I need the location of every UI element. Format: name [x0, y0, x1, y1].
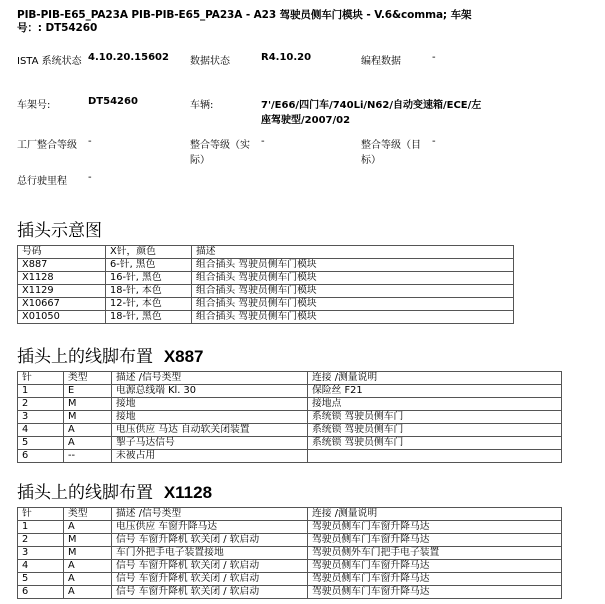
table-cell: M — [64, 411, 112, 424]
table-cell — [308, 450, 562, 463]
table-cell: 4 — [18, 424, 64, 437]
col-type: 类型 — [64, 508, 112, 521]
table-cell: A — [64, 521, 112, 534]
table-cell: 系统锁 驾驶员侧车门 — [308, 411, 562, 424]
table-cell: 接地 — [112, 398, 308, 411]
ista-value: 4.10.20.15602 — [88, 52, 169, 63]
col-pin: 针 — [18, 508, 64, 521]
vin-value: DT54260 — [88, 96, 138, 107]
ista-label: ISTA 系统状态 — [17, 56, 82, 67]
vin-label: 车架号: — [17, 100, 51, 111]
table-row — [18, 398, 562, 411]
table-row — [18, 385, 562, 398]
table-cell: 驾驶员侧车门车窗升降马达 — [308, 534, 562, 547]
table-cell: 驾驶员侧外车门把手电子装置 — [308, 547, 562, 560]
table-cell: 5 — [18, 573, 64, 586]
table-cell: X1128 — [18, 272, 106, 285]
table-row — [18, 285, 514, 298]
table-cell: M — [64, 398, 112, 411]
table-cell: 信号 车窗升降机 软关闭 / 软启动 — [112, 534, 308, 547]
x1128-heading-code: X1128 — [163, 483, 213, 502]
table-cell: 掣子马达信号 — [112, 437, 308, 450]
vehicle-label: 车辆: — [190, 100, 214, 111]
table-cell: 5 — [18, 437, 64, 450]
table-cell: 组合插头 驾驶员侧车门模块 — [192, 272, 514, 285]
factory-level-label: 工厂整合等级 — [17, 140, 77, 151]
table-row — [18, 560, 562, 573]
table-row — [18, 311, 514, 324]
x887-heading-text: 插头上的线脚布置 — [17, 347, 153, 367]
actual-level-label: 整合等级（实际） — [190, 140, 250, 166]
table-cell: 3 — [18, 411, 64, 424]
prog-value: - — [432, 52, 436, 63]
col-connection: 连接 /测量说明 — [308, 372, 562, 385]
table-row — [18, 424, 562, 437]
table-row — [18, 298, 514, 311]
mileage-value: - — [88, 172, 92, 183]
table-row — [18, 411, 562, 424]
factory-level-value: - — [88, 136, 92, 147]
table-cell: M — [64, 534, 112, 547]
table-cell: E — [64, 385, 112, 398]
table-cell: 组合插头 驾驶员侧车门模块 — [192, 298, 514, 311]
col-pin: 针 — [18, 372, 64, 385]
x1128-heading-text: 插头上的线脚布置 — [17, 483, 153, 503]
table-cell: A — [64, 424, 112, 437]
table-cell: 系统锁 驾驶员侧车门 — [308, 437, 562, 450]
table-cell: 驾驶员侧车门车窗升降马达 — [308, 560, 562, 573]
table-cell: 4 — [18, 560, 64, 573]
actual-level-value: - — [261, 136, 265, 147]
table-cell: A — [64, 573, 112, 586]
x1128-heading — [17, 478, 212, 503]
table-cell: 1 — [18, 521, 64, 534]
table-row — [18, 437, 562, 450]
table-cell: 组合插头 驾驶员侧车门模块 — [192, 285, 514, 298]
table-cell: X887 — [18, 259, 106, 272]
table-cell: A — [64, 437, 112, 450]
table-cell: A — [64, 560, 112, 573]
col-connection: 连接 /测量说明 — [308, 508, 562, 521]
target-level-label: 整合等级（目标） — [361, 140, 421, 166]
table-row — [18, 259, 514, 272]
table-row — [18, 521, 562, 534]
table-cell: 电压供应 马达 自动软关闭装置 — [112, 424, 308, 437]
table-cell: 6-针, 黑色 — [106, 259, 192, 272]
x1128-pin-table — [17, 507, 562, 599]
table-cell: 6 — [18, 586, 64, 599]
table-cell: 系统锁 驾驶员侧车门 — [308, 424, 562, 437]
table-row — [18, 547, 562, 560]
table-cell: 信号 车窗升降机 软关闭 / 软启动 — [112, 573, 308, 586]
table-cell: 3 — [18, 547, 64, 560]
col-type: 类型 — [64, 372, 112, 385]
data-state-value: R4.10.20 — [261, 52, 312, 63]
x887-heading-code: X887 — [163, 347, 204, 366]
col-pins-color: X针，颜色 — [106, 246, 192, 259]
table-row — [18, 534, 562, 547]
x887-heading — [17, 342, 204, 367]
table-cell: 组合插头 驾驶员侧车门模块 — [192, 259, 514, 272]
table-cell: 电源总线端 Kl. 30 — [112, 385, 308, 398]
table-cell: A — [64, 586, 112, 599]
table-cell: 车门外把手电子装置接地 — [112, 547, 308, 560]
table-cell: 电压供应 车窗升降马达 — [112, 521, 308, 534]
connector-overview-heading: 插头示意图 — [17, 221, 102, 241]
table-cell: X10667 — [18, 298, 106, 311]
mileage-label: 总行驶里程 — [17, 176, 67, 187]
table-cell: -- — [64, 450, 112, 463]
table-cell: 16-针, 黑色 — [106, 272, 192, 285]
table-cell: 接地 — [112, 411, 308, 424]
col-description: 描述 — [192, 246, 514, 259]
table-cell: 组合插头 驾驶员侧车门模块 — [192, 311, 514, 324]
page-title: PIB-PIB-E65_PA23A PIB-PIB-E65_PA23A - A23 驾驶员侧车门模块 - V.6&comma; 车架号：: DT54260 — [17, 9, 472, 34]
connector-overview-table — [17, 245, 514, 324]
table-cell: 6 — [18, 450, 64, 463]
table-cell: 信号 车窗升降机 软关闭 / 软启动 — [112, 586, 308, 599]
target-level-value: - — [432, 136, 436, 147]
table-cell: 2 — [18, 534, 64, 547]
col-signal: 描述 /信号类型 — [112, 508, 308, 521]
table-cell: 未被占用 — [112, 450, 308, 463]
table-cell: 驾驶员侧车门车窗升降马达 — [308, 521, 562, 534]
table-row — [18, 586, 562, 599]
table-cell: M — [64, 547, 112, 560]
vehicle-value: 7'/E66/四门车/740Li/N62/自动变速箱/ECE/左座驾驶型/2007/02 — [261, 100, 482, 126]
table-cell: 保险丝 F21 — [308, 385, 562, 398]
prog-label: 编程数据 — [361, 56, 401, 67]
table-cell: 信号 车窗升降机 软关闭 / 软启动 — [112, 560, 308, 573]
table-cell: 驾驶员侧车门车窗升降马达 — [308, 586, 562, 599]
table-cell: 接地点 — [308, 398, 562, 411]
table-row — [18, 272, 514, 285]
x887-pin-table — [17, 371, 562, 463]
table-cell: 18-针, 黑色 — [106, 311, 192, 324]
col-number: 号码 — [18, 246, 106, 259]
table-cell: 12-针, 本色 — [106, 298, 192, 311]
table-row — [18, 450, 562, 463]
table-cell: 驾驶员侧车门车窗升降马达 — [308, 573, 562, 586]
table-cell: 18-针, 本色 — [106, 285, 192, 298]
table-cell: 2 — [18, 398, 64, 411]
table-cell: X01050 — [18, 311, 106, 324]
col-signal: 描述 /信号类型 — [112, 372, 308, 385]
table-row — [18, 573, 562, 586]
vehicle-info-block — [17, 52, 522, 187]
table-cell: X1129 — [18, 285, 106, 298]
data-state-label: 数据状态 — [190, 56, 230, 67]
table-cell: 1 — [18, 385, 64, 398]
